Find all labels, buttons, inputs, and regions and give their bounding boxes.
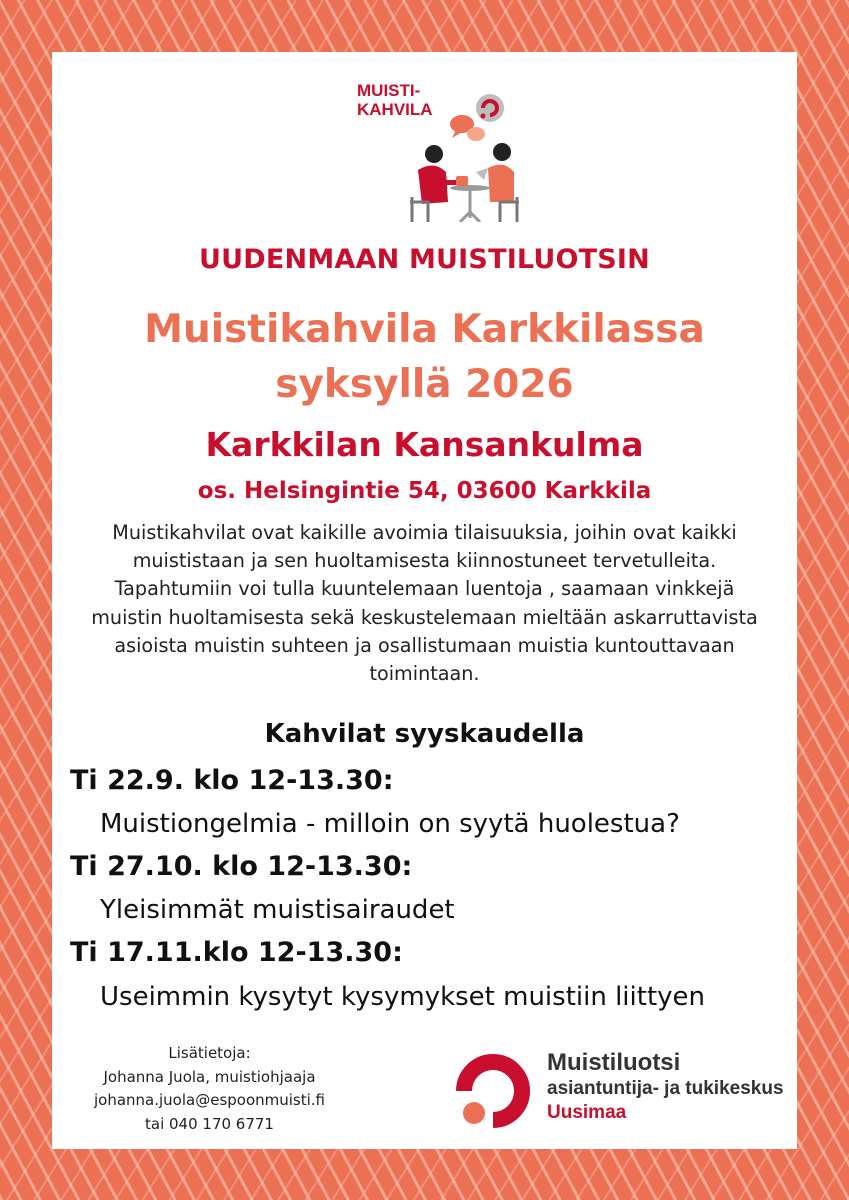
description-line: Muistikahvilat ovat kaikille avoimia tilaisuuksia, joihin ovat kaikki — [112, 521, 737, 544]
description-line: muististaan ja sen huoltamisesta kiinnostuneet tervetulleita. — [132, 549, 717, 573]
poster-panel — [52, 52, 797, 1149]
brand-name: Muistiluotsi — [547, 1049, 681, 1076]
event-2-topic: Yleisimmät muistisairaudet — [100, 895, 455, 925]
venue-name: Karkkilan Kansankulma — [205, 425, 644, 464]
coffee-meeting-illustration-icon — [352, 72, 522, 222]
brand-region: Uusimaa — [547, 1102, 627, 1123]
event-3-date: Ti 17.11.klo 12-13.30: — [70, 937, 403, 968]
brand-block — [547, 1049, 784, 1125]
event-2-date: Ti 27.10. klo 12-13.30: — [70, 851, 413, 882]
schedule-title: Kahvilat syyskaudella — [264, 719, 585, 749]
venue-address: os. Helsingintie 54, 03600 Karkkila — [197, 478, 652, 504]
logo-line-2: KAHVILA — [357, 100, 433, 119]
description-text — [62, 519, 787, 688]
contact-email: johanna.juola@espoonmuisti.fi — [93, 1091, 326, 1109]
muistiluotsi-logo-icon — [452, 1049, 534, 1131]
description-line: muistin huoltamisesta sekä keskustelemaan mieltään askarruttavista — [91, 605, 758, 629]
muistikahvila-logo — [352, 72, 522, 222]
main-title — [52, 302, 797, 412]
org-title: UUDENMAAN MUISTILUOTSIN — [199, 244, 650, 275]
contact-info — [72, 1042, 347, 1136]
contact-phone: tai 040 170 6771 — [145, 1114, 274, 1133]
logo-line-1: MUISTI- — [357, 81, 421, 100]
contact-label: Lisätietoja: — [168, 1044, 251, 1062]
contact-name: Johanna Juola, muistiohjaaja — [103, 1067, 316, 1086]
description-line: Tapahtumiin voi tulla kuuntelemaan luentoja , saamaan vinkkejä — [114, 577, 735, 601]
event-1-date: Ti 22.9. klo 12-13.30: — [70, 765, 394, 796]
main-title-line-2: syksyllä 2026 — [275, 362, 574, 407]
brand-subtitle: asiantuntija- ja tukikeskus — [547, 1078, 784, 1099]
event-1-topic: Muistiongelmia - milloin on syytä huolestua? — [100, 809, 680, 839]
description-line: asioista muistin suhteen ja osallistumaan muistia kuntouttavaan — [114, 633, 735, 657]
description-line: toimintaan. — [369, 662, 480, 686]
event-3-topic: Useimmin kysytyt kysymykset muistiin liittyen — [100, 982, 706, 1012]
main-title-line-1: Muistikahvila Karkkilassa — [144, 307, 705, 352]
